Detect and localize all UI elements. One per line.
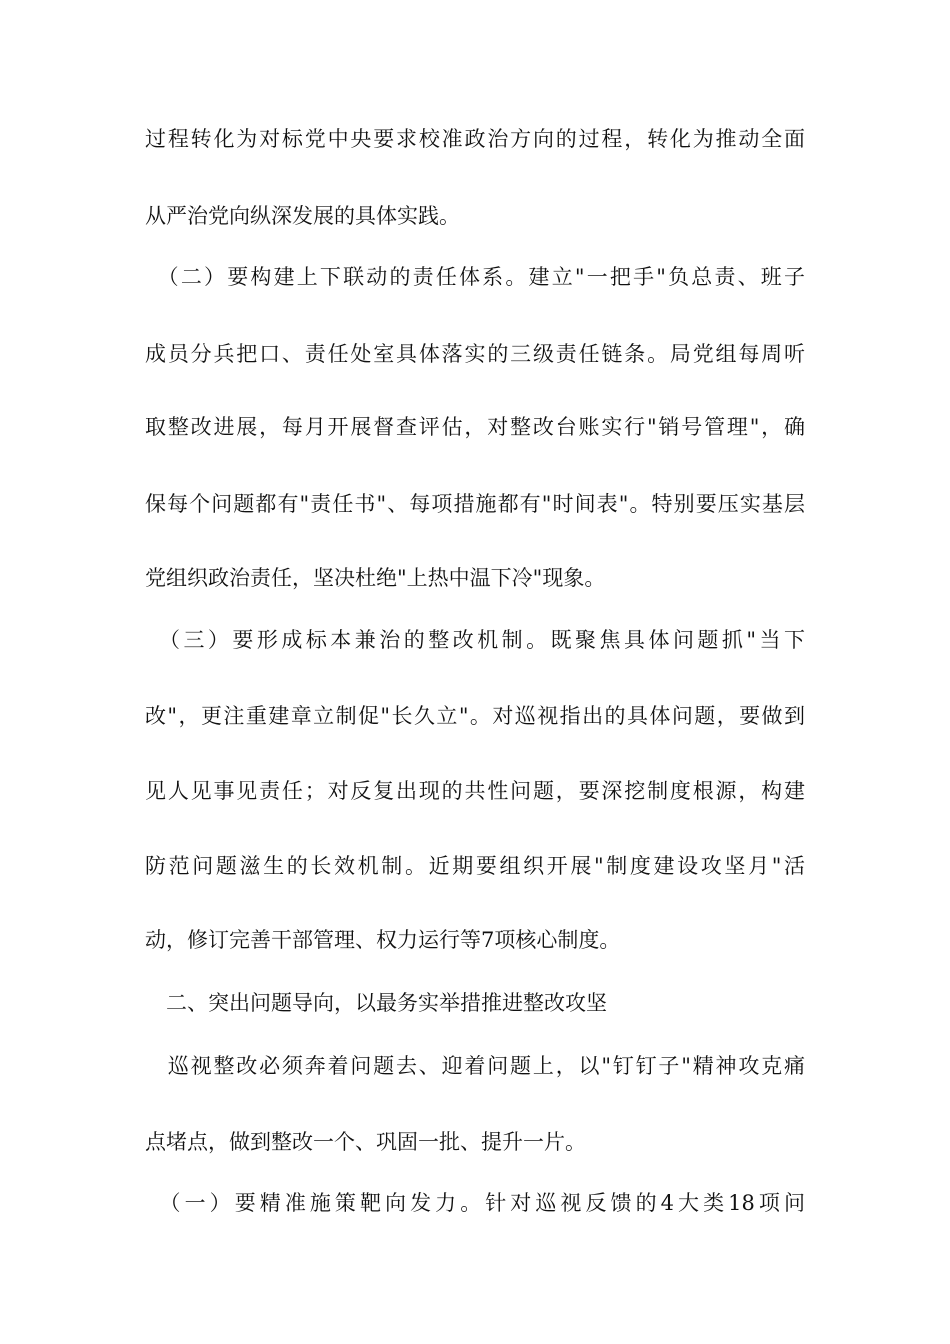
paragraph-line: 过程转化为对标党中央要求校准政治方向的过程，转化为推动全面 (145, 127, 805, 151)
paragraph-line: 点堵点，做到整改一个、巩固一批、提升一片。 (145, 1130, 586, 1154)
paragraph-line: 成员分兵把口、责任处室具体落实的三级责任链条。局党组每周听 (145, 342, 805, 366)
paragraph-line: （三）要形成标本兼治的整改机制。既聚焦具体问题抓"当下 (145, 628, 805, 652)
paragraph-line: 见人见事见责任；对反复出现的共性问题，要深挖制度根源，构建 (145, 779, 805, 803)
paragraph-line: （一）要精准施策靶向发力。针对巡视反馈的4大类18项问 (145, 1191, 805, 1215)
paragraph-line: 巡视整改必须奔着问题去、迎着问题上，以"钉钉子"精神攻克痛 (145, 1054, 805, 1078)
paragraph-line: 从严治党向纵深发展的具体实践。 (145, 204, 460, 228)
paragraph-line: 改"，更注重建章立制促"长久立"。对巡视指出的具体问题，要做到 (145, 704, 805, 728)
paragraph-line: 党组织政治责任，坚决杜绝"上热中温下冷"现象。 (145, 566, 606, 590)
paragraph-line: （二）要构建上下联动的责任体系。建立"一把手"负总责、班子 (145, 265, 805, 289)
paragraph-line: 保每个问题都有"责任书"、每项措施都有"时间表"。特别要压实基层 (145, 492, 805, 516)
paragraph-line: 动，修订完善干部管理、权力运行等7项核心制度。 (145, 928, 621, 952)
paragraph-line: 取整改进展，每月开展督查评估，对整改台账实行"销号管理"，确 (145, 415, 805, 439)
section-heading: 二、突出问题导向，以最务实举措推进整改攻坚 (145, 991, 607, 1015)
paragraph-line: 防范问题滋生的长效机制。近期要组织开展"制度建设攻坚月"活 (145, 854, 805, 878)
